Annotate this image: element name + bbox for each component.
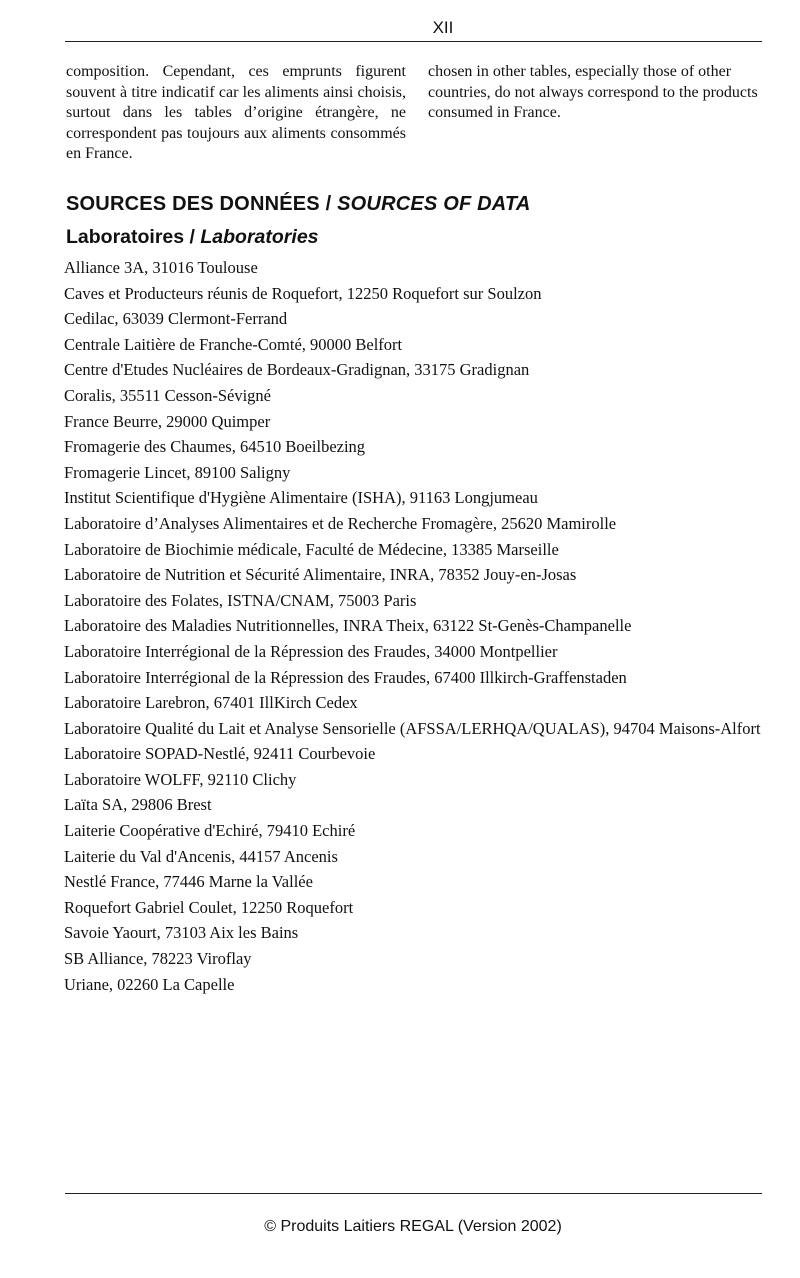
laboratory-item: Laboratoire Larebron, 67401 IllKirch Cedex bbox=[64, 693, 358, 713]
laboratory-item: Nestlé France, 77446 Marne la Vallée bbox=[64, 872, 313, 892]
laboratory-item: Laboratoire de Biochimie médicale, Faculté de Médecine, 13385 Marseille bbox=[64, 539, 559, 559]
laboratory-item: Laiterie Coopérative d'Echiré, 79410 Echiré bbox=[64, 821, 356, 841]
laboratory-list bbox=[64, 258, 764, 1000]
laboratory-item: Institut Scientifique d'Hygiène Alimentaire (ISHA), 91163 Longjumeau bbox=[64, 488, 538, 508]
laboratory-item: Savoie Yaourt, 73103 Aix les Bains bbox=[64, 923, 299, 943]
laboratory-item: Fromagerie Lincet, 89100 Saligny bbox=[64, 462, 291, 482]
subsection-title-french: Laboratoires bbox=[66, 226, 185, 248]
laboratory-item: Centrale Laitière de Franche-Comté, 90000 Belfort bbox=[64, 334, 403, 354]
laboratory-item: Laboratoire de Nutrition et Sécurité Alimentaire, INRA, 78352 Jouy-en-Josas bbox=[64, 565, 577, 585]
laboratory-item: Uriane, 02260 La Capelle bbox=[64, 974, 235, 994]
laboratory-item: Laboratoire d’Analyses Alimentaires et de Recherche Fromagère, 25620 Mamirolle bbox=[64, 513, 617, 533]
laboratory-item: Laboratoire Qualité du Lait et Analyse Sensorielle (AFSSA/LERHQA/QUALAS), 94704 Maisons-Alfort bbox=[64, 718, 761, 738]
laboratory-item: Laboratoire des Folates, ISTNA/CNAM, 75003 Paris bbox=[64, 590, 417, 610]
laboratory-item: Fromagerie des Chaumes, 64510 Boeilbezing bbox=[64, 437, 366, 457]
laboratory-item: Roquefort Gabriel Coulet, 12250 Roquefort bbox=[64, 897, 354, 917]
laboratory-item: Laboratoire des Maladies Nutritionnelles, INRA Theix, 63122 St-Genès-Champanelle bbox=[64, 616, 632, 636]
laboratory-item: Laiterie du Val d'Ancenis, 44157 Ancenis bbox=[64, 846, 338, 866]
laboratory-item: Laïta SA, 29806 Brest bbox=[64, 795, 212, 815]
section-title bbox=[66, 193, 766, 216]
laboratory-item: Laboratoire Interrégional de la Répression des Fraudes, 34000 Montpellier bbox=[64, 641, 558, 661]
laboratory-item: Laboratoire Interrégional de la Répression des Fraudes, 67400 Illkirch-Graffenstaden bbox=[64, 667, 627, 687]
page-number: XII bbox=[432, 18, 454, 37]
laboratory-item: Laboratoire SOPAD-Nestlé, 92411 Courbevoie bbox=[64, 744, 376, 764]
subsection-title bbox=[66, 226, 766, 249]
header-rule bbox=[65, 41, 762, 42]
section-title-english: SOURCES OF DATA bbox=[337, 193, 531, 215]
section-title-french: SOURCES DES DONNÉES bbox=[66, 193, 320, 215]
laboratory-item: Caves et Producteurs réunis de Roquefort, 12250 Roquefort sur Soulzon bbox=[64, 283, 542, 303]
section-title-separator: / bbox=[319, 193, 338, 215]
intro-text-french: composition. Cependant, ces emprunts figurent souvent à titre indicatif car les aliments ainsi choisis, surtout dans les tables d’origine étrangère, ne correspondent pas toujours aux aliments consommés en France. bbox=[66, 63, 406, 162]
intro-text-english: chosen in other tables, especially those of other countries, do not always correspond to the products consumed in France. bbox=[428, 63, 758, 121]
laboratory-item: Laboratoire WOLFF, 92110 Clichy bbox=[64, 769, 297, 789]
footer-copyright: © Produits Laitiers REGAL (Version 2002) bbox=[264, 1218, 562, 1235]
laboratory-item: Centre d'Etudes Nucléaires de Bordeaux-Gradignan, 33175 Gradignan bbox=[64, 360, 530, 380]
subsection-title-separator: / bbox=[184, 226, 201, 248]
subsection-title-english: Laboratories bbox=[200, 226, 319, 248]
laboratory-item: Coralis, 35511 Cesson-Sévigné bbox=[64, 385, 271, 405]
laboratory-item: France Beurre, 29000 Quimper bbox=[64, 411, 271, 431]
footer-rule bbox=[65, 1193, 762, 1194]
laboratory-item: Alliance 3A, 31016 Toulouse bbox=[64, 258, 258, 277]
laboratory-item: SB Alliance, 78223 Viroflay bbox=[64, 949, 252, 969]
laboratory-item: Cedilac, 63039 Clermont-Ferrand bbox=[64, 309, 288, 329]
